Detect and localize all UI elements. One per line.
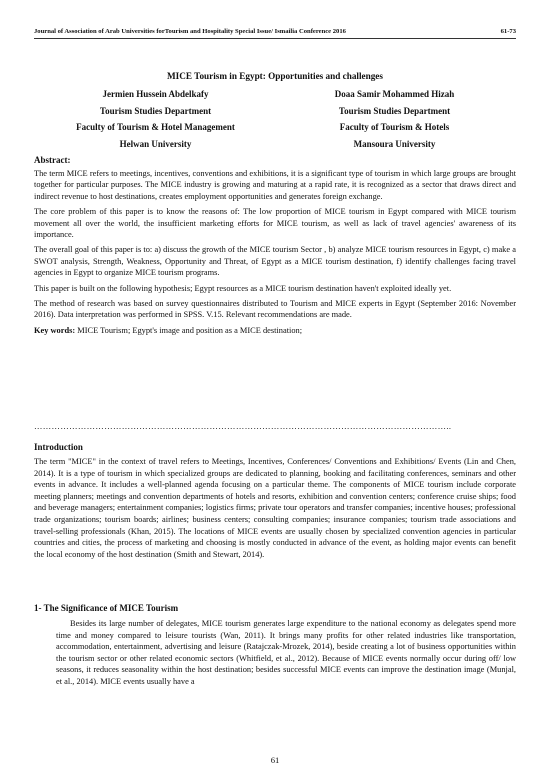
abstract-body: [34, 168, 516, 340]
journal-name: Journal of Association of Arab Universities forTourism and Hospitality Special Issue/ Ismailia Conference 2016: [34, 28, 346, 35]
author-university-left: Helwan University: [119, 138, 192, 149]
page-number: 61: [270, 755, 280, 765]
author-block: [56, 89, 494, 149]
author-dept-left: Tourism Studies Department: [99, 105, 212, 116]
page-range: 61-73: [500, 28, 516, 35]
author-faculty-right: Faculty of Tourism & Hotels: [339, 122, 450, 133]
introduction-heading: Introduction: [34, 442, 83, 452]
paper-title: MICE Tourism in Egypt: Opportunities and challenges: [167, 71, 383, 81]
section-heading: 1- The Significance of MICE Tourism: [34, 603, 179, 613]
keywords-line: [34, 325, 516, 336]
author-faculty-left: Faculty of Tourism & Hotel Management: [76, 122, 235, 133]
running-header: [34, 28, 516, 39]
author-name-right: Doaa Samir Mohammed Hizah: [334, 89, 455, 99]
keywords-text: MICE Tourism; Egypt's image and position as a MICE destination;: [75, 325, 303, 335]
author-dept-right: Tourism Studies Department: [338, 105, 451, 116]
abstract-paragraph: The method of research was based on survey questionnaires distributed to Tourism and MICE experts in Egypt (September 2016: November 2016). Data interpretation was performed in SPSS. V.15. Relevant recommendations are made.: [34, 299, 516, 320]
author-name-left: Jermien Hussein Abdelkafy: [102, 89, 209, 99]
abstract-paragraph: This paper is built on the following hypothesis; Egypt resources as a MICE tourism destination haven't exploited ideally yet.: [34, 283, 452, 293]
author-university-right: Mansoura University: [353, 138, 436, 149]
abstract-paragraph: The overall goal of this paper is to: a) discuss the growth of the MICE tourism Sector , b) analyze MICE tourism resources in Egypt, c) make a SWOT analysis, Strength, Weakness, Opportunity and Threat, of Egypt as a MICE tourism destination, f) identify challenges facing travel agencies in Egypt to organize MICE tourism programs.: [34, 245, 516, 278]
abstract-paragraph: The core problem of this paper is to know the reasons of: The low proportion of MICE tourism in Egypt compared with MICE tourism movement all over the world, the insufficient marketing efforts for MICE tourism, as well as lack of travel agencies' awareness of its importance.: [34, 207, 516, 240]
abstract-paragraph: The term MICE refers to meetings, incentives, conventions and exhibitions, it is a significant type of tourism in which large groups are brought together for particular purposes. The MICE industry is growing and maturing at a rapid rate, it is recognized as a sector that draws direct and indirect revenue to host destinations, creates employment opportunities and generates foreign exchange.: [34, 169, 516, 201]
keywords-label: Key words:: [34, 325, 76, 335]
section-separator: ……………………………………………………………………………………………………………………………..: [34, 422, 452, 431]
abstract-heading: Abstract:: [34, 155, 71, 165]
section-text: Besides its large number of delegates, MICE tourism generates large expenditure to the national economy as delegates spend more time and money compared to leisure tourists (Wan, 2011). It brings many profits for other related industries like transportation, accommodation, entertainment, advertising and leisure (Ratajczak-Mrozek, 2014), beside creating a lot of business opportunities within the tourism sector or other related economic sectors (Whitfield, et al., 2012). Because of MICE events normally occur during off/ low seasons, it reduces seasonality within the host destination; besides successful MICE events can improve the destination image (Munjal, et al., 2014). MICE events usually have a: [56, 619, 516, 686]
introduction-text: The term "MICE" in the context of travel refers to Meetings, Incentives, Conferences/ Conventions and Exhibitions/ Events (Lin and Chen, 2014). It is a type of tourism in which specialized groups are dedicated to planning, booking and facilitating conferences, seminars and other events in advance. It includes a well-planned agenda focusing on a particular theme. The components of MICE tourism include corporate meeting planners; meetings and convention departments of hotels and resorts, exhibition and convention centers; conference cruise ships; food and beverage managers; entertainment companies; logistics firms; private tour operators and transfer companies; incentive houses; professional trade organizations; tourism boards; airlines; business centers; consulting companies; insurance companies; tourism trade associations and travel-selling professionals (Khan, 2015). The locations of MICE events are usually chosen by specialized convention agencies in particular countries and cities, the process of marketing and choosing is mostly conducted in advance of the event, as holding major events can benefit the local economy of the host destination (Smith and Stewart, 2014).: [34, 457, 516, 559]
